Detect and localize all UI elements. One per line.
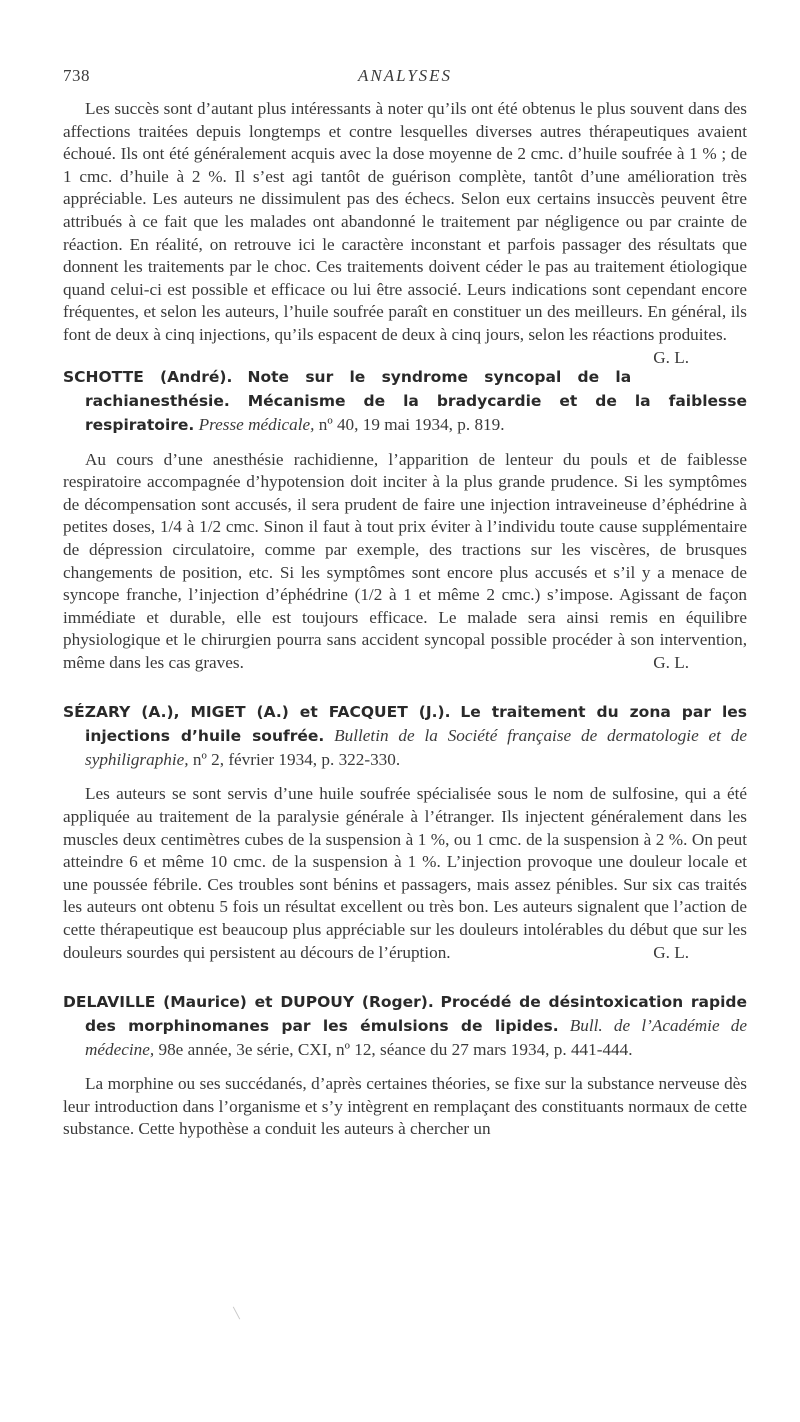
citation-title: Procédé de désintoxication rapide des morphinomanes par les émulsions de lipides. bbox=[85, 993, 748, 1036]
citation-title: Note sur le syndrome syncopal de la rachianesthésie. Mécanisme de la bradycardie et de la faiblesse respiratoire. bbox=[85, 367, 747, 434]
abstract-body: La morphine ou ses succédanés, d’après certaines théories, se fixe sur la substance nerveuse dès leur introduction dans l’organisme et s’y intègrent en remplaçant des constituants normaux de cette substance. Cette hypothèse a conduit les auteurs à chercher un bbox=[63, 1074, 747, 1139]
page-header bbox=[63, 0, 747, 98]
reviewer-signature: G. L. bbox=[653, 652, 689, 672]
abstract-body: Les auteurs se sont servis d’une huile soufrée spécialisée sous le nom de sulfosine, qui a été appliquée au traitement de la paralysie générale à l’étranger. Ils injectent généralement dans les muscles deux centimètres cubes de la suspension à 1 %, ou 1 cmc. de la suspension à 2 %. On peut atteindre 6 et même 10 cmc. de la suspension à 1 %. L’injection provoque une douleur locale et une poussée fébrile. Ces troubles sont bénins et passagers, mais assez pénibles. Sur six cas traités les auteurs ont obtenu 5 fois un résultat excellent ou très bon. Les auteurs signalent que l’action de cette thérapeutique est beaucoup plus appréciable sur les douleurs intolérables du début que sur les douleurs sourdes qui persistent au décours de l’éruption. G. L. bbox=[63, 783, 747, 964]
document-page bbox=[63, 0, 747, 1141]
citation-authors: SCHOTTE (André). bbox=[63, 367, 233, 386]
citation-reference: nº 40, 19 mai 1934, p. 819. bbox=[318, 414, 505, 434]
abstract-body: Les succès sont d’autant plus intéressants à noter qu’ils ont été obtenus le plus souvent dans des affections traitées depuis longtemps et contre lesquelles diverses autres thérapeutiques avaient échoué. Ils ont été généralement acquis avec la dose moyenne de 2 cmc. d’huile soufrée à 1 % ; de 1 cmc. d’huile à 2 %. Il s’est agi tantôt de guérison complète, tantôt d’une amélioration très appréciable. Les auteurs ne dissimulent pas des échecs. Selon eux certains insuccès peuvent être attribués à ce fait que les malades ont abandonné le traitement par négligence ou par crainte de réaction. En réalité, on retrouve ici le caractère inconstant et parfois passager des résultats que donnent les traitements par le choc. Ces traitements doivent céder le pas au traitement étiologique quand celui-ci est possible et efficace ou lui être associé. Leurs indications sont cependant encore fréquentes, et selon les auteurs, l’huile soufrée paraît en constituer un des meilleurs. En général, ils font de deux à cinq injections, qu’ils espacent de deux à cinq jours, selon les réactions produites. G. L. bbox=[63, 98, 747, 347]
citation-authors: SÉZARY (A.), MIGET (A.) et FACQUET (J.). bbox=[63, 703, 451, 722]
citation bbox=[63, 365, 747, 437]
citation-journal: Presse médicale, bbox=[198, 414, 315, 434]
abstract-sezary bbox=[63, 700, 747, 964]
running-head: ANALYSES bbox=[357, 66, 453, 85]
citation-journal: Bull. de l’Académie de médecine, bbox=[85, 1016, 747, 1060]
citation-journal: Bulletin de la Société française de dermatologie et de syphiligraphie, bbox=[85, 726, 748, 770]
abstract-body: Au cours d’une anesthésie rachidienne, l’apparition de lenteur du pouls et de faiblesse respiratoire accompagnée d’hypotension doit inciter à la plus grande prudence. Si les symptômes de décompensation sont accusés, il sera prudent de faire une injection intraveineuse d’éphédrine à petites doses, 1/4 à 1/2 cmc. Sinon il faut à tout prix éviter à l’individu toute cause supplémentaire de dépression circulatoire, comme par exemple, des tractions sur les viscères, de brusques changements de position, etc. Si les symptômes sont encore plus accusés et s’il y a menace de syncope franche, l’injection d’éphédrine (1/2 à 1 et même 2 cmc.) s’impose. Agissant de façon immédiate et durable, elle est toujours efficace. Le malade sera ainsi remis en équilibre physiologique et le chirurgien pourra sans accident syncopal possible procéder à son intervention, même dans les cas graves. G. L. bbox=[63, 449, 747, 675]
reviewer-signature: G. L. bbox=[653, 347, 689, 367]
citation-reference: nº 2, février 1934, p. 322-330. bbox=[192, 750, 401, 770]
page-number: 738 bbox=[63, 66, 90, 85]
abstract-delaville bbox=[63, 990, 747, 1141]
citation bbox=[63, 700, 747, 771]
citation-reference: 98e année, 3e série, CXI, nº 12, séance du 27 mars 1934, p. 441-444. bbox=[158, 1040, 633, 1060]
scan-artifact bbox=[233, 1307, 240, 1320]
citation-title: Le traitement du zona par les injections d’huile soufrée. bbox=[85, 703, 748, 746]
reviewer-signature: G. L. bbox=[653, 942, 689, 962]
citation-authors: DELAVILLE (Maurice) et DUPOUY (Roger). bbox=[63, 993, 434, 1012]
abstract-continuation bbox=[63, 98, 747, 367]
citation bbox=[63, 990, 747, 1061]
abstract-schotte bbox=[63, 365, 747, 675]
